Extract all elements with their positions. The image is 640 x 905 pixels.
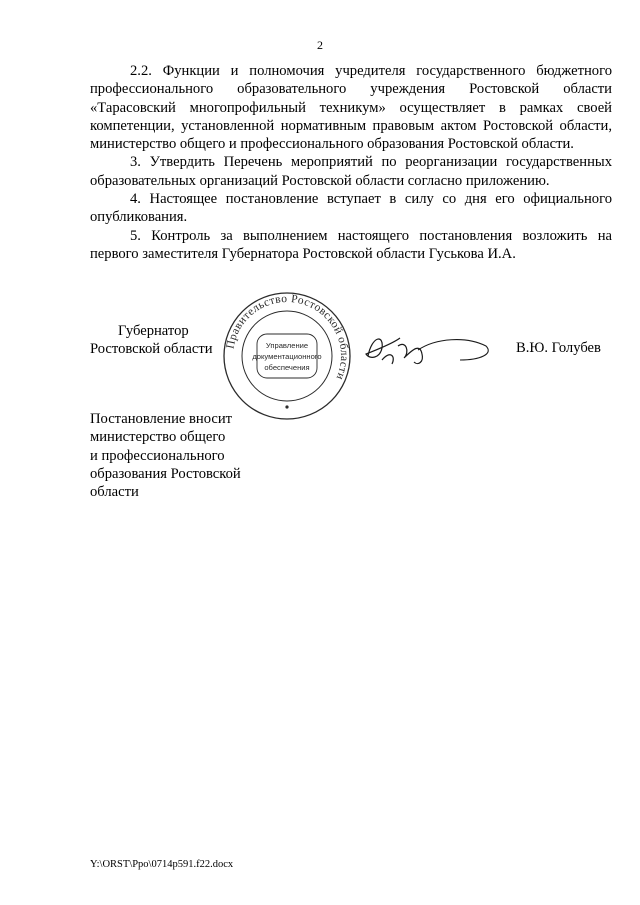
- submitted-by-line: и профессионального: [90, 447, 225, 464]
- paragraph-5: 5. Контроль за выполнением настоящего постановления возложить на первого заместителя Губернатора Ростовской области Гуськова И.А.: [90, 227, 612, 262]
- submitted-by-note: [90, 410, 241, 501]
- signatory-title-line1: Губернатор: [118, 323, 189, 339]
- signatory-name: В.Ю. Голубев: [516, 340, 601, 356]
- paragraph-4: 4. Настоящее постановление вступает в силу со дня его официального опубликования.: [90, 191, 612, 226]
- paragraph-3: 3. Утвердить Перечень мероприятий по реорганизации государственных образовательных организаций Ростовской области согласно приложению.: [90, 154, 612, 189]
- submitted-by-line: Постановление вносит: [90, 411, 233, 427]
- submitted-by-line: министерство общего: [90, 429, 226, 446]
- signatory-title-line2: Ростовской области: [90, 341, 213, 358]
- stamp-center-line1: Управление: [265, 341, 309, 350]
- stamp-center-line2: документационного: [252, 352, 322, 361]
- page-number: 2: [317, 38, 323, 52]
- stamp-center-line3: обеспечения: [264, 363, 310, 372]
- signatory-title: [90, 322, 213, 359]
- official-stamp: [221, 290, 353, 422]
- stamp-ring-text: Правительство Ростовской области: [224, 292, 351, 382]
- paragraph-2-2: 2.2. Функции и полномочия учредителя государственного бюджетного профессионального образовательного учреждения Ростовской области «Тарасовский многопрофильный техникум» осуществляет в рамках своей компетенции, установленной нормативным правовым актом Ростовской области, министерство общего и профессионального образования Ростовской области.: [90, 63, 612, 153]
- submitted-by-line: образования Ростовской: [90, 465, 241, 482]
- document-body: [90, 62, 612, 263]
- submitted-by-line: области: [90, 484, 139, 501]
- handwritten-signature: [362, 326, 494, 376]
- file-path-footer: Y:\ORST\Ppo\0714p591.f22.docx: [90, 859, 234, 870]
